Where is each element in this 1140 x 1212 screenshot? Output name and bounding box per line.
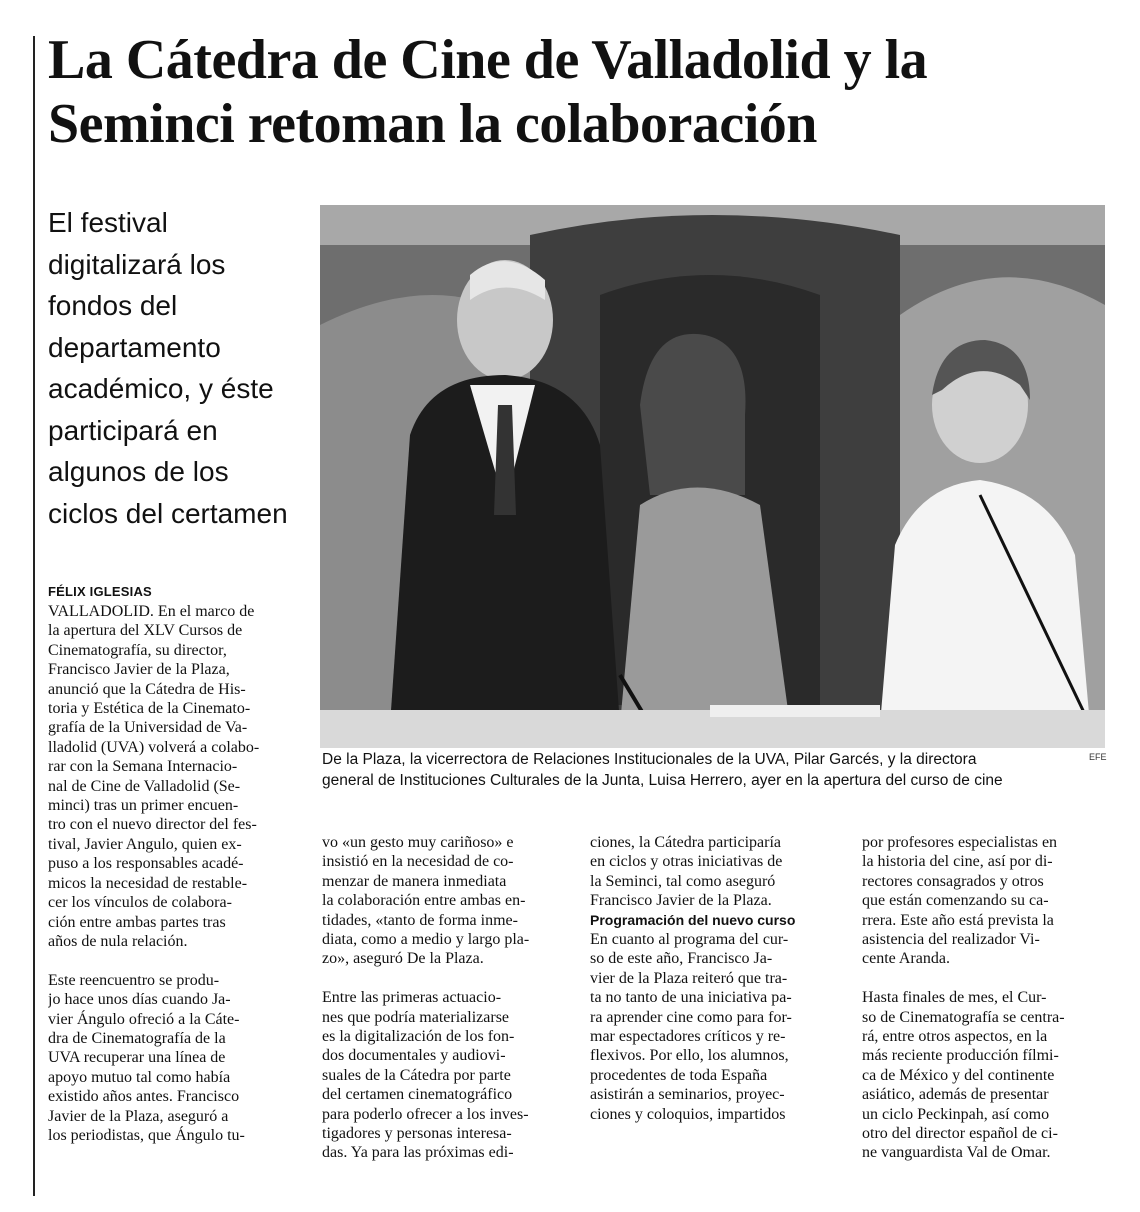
article-text-line: más reciente producción fílmi-	[862, 1047, 1059, 1065]
article-text-line: ciones y coloquios, impartidos	[590, 1105, 786, 1123]
article-text-line: zo», aseguró De la Plaza.	[322, 950, 484, 968]
article-text-line: minci) tras un primer encuen-	[48, 797, 239, 815]
article-text-line: vier Ángulo ofreció a la Cáte-	[48, 1010, 240, 1028]
article-text-line: otro del director español de ci-	[862, 1125, 1058, 1143]
article-text-line: das. Ya para las próximas edi-	[322, 1144, 514, 1162]
article-text-line: flexivos. Por ello, los alumnos,	[590, 1047, 789, 1065]
subhead-line: participará en	[48, 414, 218, 446]
article-text-line: Cinematografía, su director,	[48, 641, 227, 659]
article-text-line: VALLADOLID. En el marco de	[48, 603, 255, 620]
article-text-line: tigadores y personas interesa-	[322, 1125, 512, 1143]
article-text-line: la apertura del XLV Cursos de	[48, 622, 243, 640]
paragraph-break	[862, 969, 1106, 988]
article-text-line: tidades, «tanto de forma inme-	[322, 911, 518, 929]
article-text-line: rar con la Semana Internacio-	[48, 758, 238, 776]
article-text-line: anunció que la Cátedra de His-	[48, 680, 246, 698]
article-column-3	[590, 833, 836, 1124]
article-text-line: nal de Cine de Valladolid (Se-	[48, 777, 241, 795]
article-text-line: dra de Cinematografía de la	[48, 1029, 226, 1047]
article-text-line: diata, como a medio y largo pla-	[322, 931, 530, 949]
article-text-line: apoyo mutuo tal como había	[48, 1068, 231, 1086]
article-text-line: Francisco Javier de la Plaza,	[48, 661, 230, 679]
subhead-line: ciclos del certamen	[48, 497, 288, 529]
article-column-1	[48, 602, 292, 1145]
article-text-line: Hasta finales de mes, el Cur-	[862, 989, 1047, 1007]
article-text-line: insistió en la necesidad de co-	[322, 853, 514, 871]
article-text-line: micos la necesidad de restable-	[48, 874, 248, 892]
article-text-line: existido años antes. Francisco	[48, 1088, 240, 1106]
article-text-line: puso a los responsables acadé-	[48, 855, 244, 873]
subhead-line: digitalizará los	[48, 248, 226, 280]
article-text-line: dos documentales y audiovi-	[322, 1047, 506, 1065]
article-text-line: so de Cinematografía se centra-	[862, 1008, 1065, 1026]
article-text-line: para poderlo ofrecer a los inves-	[322, 1105, 529, 1123]
paragraph-break	[48, 951, 292, 970]
article-text-line: toria y Estética de la Cinemato-	[48, 700, 251, 718]
article-text-line: tro con el nuevo director del fes-	[48, 816, 257, 834]
article-text-line: ciones, la Cátedra participaría	[590, 834, 782, 851]
subhead-line: departamento	[48, 331, 221, 363]
article-text-line: asistirán a seminarios, proyec-	[590, 1086, 785, 1104]
section-subtitle: Programación del nuevo curso	[590, 911, 796, 928]
article-column-4	[862, 833, 1106, 1163]
papers-on-table	[710, 705, 880, 717]
article-text-line: en ciclos y otras iniciativas de	[590, 853, 783, 871]
article-text-line: suales de la Cátedra por parte	[322, 1066, 511, 1084]
article-text-line: rectores consagrados y otros	[862, 872, 1044, 890]
photo-credit: EFE	[1089, 752, 1107, 762]
headline	[48, 28, 1118, 156]
article-text-line: ra aprender cine como para for-	[590, 1008, 792, 1026]
article-text-line: es la digitalización de los fon-	[322, 1028, 515, 1046]
woman-center-hair	[640, 334, 746, 495]
article-text-line: mar espectadores críticos y re-	[590, 1028, 786, 1046]
article-text-line: tival, Javier Angulo, quien ex-	[48, 835, 242, 853]
paragraph-break	[322, 969, 566, 988]
article-text-line: Francisco Javier de la Plaza.	[590, 892, 772, 910]
article-text-line: vier de la Plaza reiteró que tra-	[590, 969, 788, 987]
subhead-line: fondos del	[48, 290, 178, 321]
article-text-line: por profesores especialistas en	[862, 834, 1058, 851]
article-text-line: menzar de manera inmediata	[322, 872, 507, 890]
photo-illustration	[320, 205, 1105, 748]
article-text-line: del certamen cinematográfico	[322, 1086, 513, 1104]
article-text-line: ne vanguardista Val de Omar.	[862, 1144, 1051, 1162]
news-photo	[320, 205, 1105, 748]
subheadline	[48, 202, 318, 534]
article-text-line: procedentes de toda España	[590, 1066, 768, 1084]
article-text-line: los periodistas, que Ángulo tu-	[48, 1126, 245, 1144]
headline-line-1: La Cátedra de Cine de Valladolid y la	[48, 29, 928, 91]
caption-line: De la Plaza, la vicerrectora de Relaciones Institucionales de la UVA, Pilar Garcés, y la directora	[322, 751, 977, 768]
article-text-line: asiático, además de presentar	[862, 1086, 1049, 1104]
article-text-line: asistencia del realizador Vi-	[862, 931, 1040, 949]
subhead-line: El festival	[48, 207, 168, 238]
byline: FÉLIX IGLESIAS	[48, 584, 152, 599]
article-text-line: años de nula relación.	[48, 932, 188, 950]
article-text-line: Javier de la Plaza, aseguró a	[48, 1107, 229, 1125]
article-text-line: grafía de la Universidad de Va-	[48, 719, 248, 737]
article-text-line: ta no tanto de una iniciativa pa-	[590, 989, 792, 1007]
article-text-line: En cuanto al programa del cur-	[590, 931, 789, 949]
article-text-line: so de este año, Francisco Ja-	[590, 950, 773, 968]
article-text-line: ción entre ambas partes tras	[48, 913, 226, 931]
article-text-line: la Seminci, tal como aseguró	[590, 872, 776, 890]
headline-line-2: Seminci retoman la colaboración	[48, 93, 817, 155]
article-text-line: cente Aranda.	[862, 950, 950, 968]
subhead-line: algunos de los	[48, 456, 229, 487]
article-text-line: cer los vínculos de colabora-	[48, 894, 232, 912]
article-column-2	[322, 833, 566, 1163]
article-text-line: nes que podría materializarse	[322, 1008, 510, 1026]
article-text-line: ca de México y del continente	[862, 1066, 1055, 1084]
article-text-line: la colaboración entre ambas en-	[322, 892, 526, 910]
article-text-line: vo «un gesto muy cariñoso» e	[322, 834, 514, 851]
column-rule	[33, 36, 35, 1196]
article-text-line: rá, entre otros aspectos, en la	[862, 1028, 1048, 1046]
article-text-line: jo hace unos días cuando Ja-	[48, 991, 231, 1009]
article-text-line: la historia del cine, así por di-	[862, 853, 1053, 871]
article-text-line: Entre las primeras actuacio-	[322, 989, 502, 1007]
photo-caption	[322, 749, 1102, 791]
article-text-line: rrera. Este año está prevista la	[862, 911, 1054, 929]
subhead-line: académico, y éste	[48, 373, 274, 404]
caption-line: general de Instituciones Culturales de la Junta, Luisa Herrero, ayer en la apertura del curso de cine	[322, 772, 1003, 789]
article-text-line: Este reencuentro se produ-	[48, 971, 220, 989]
article-text-line: lladolid (UVA) volverá a colabo-	[48, 738, 260, 756]
article-text-line: un ciclo Peckinpah, así como	[862, 1105, 1050, 1123]
article-text-line: que están comenzando su ca-	[862, 892, 1049, 910]
article-text-line: UVA recuperar una línea de	[48, 1049, 226, 1067]
